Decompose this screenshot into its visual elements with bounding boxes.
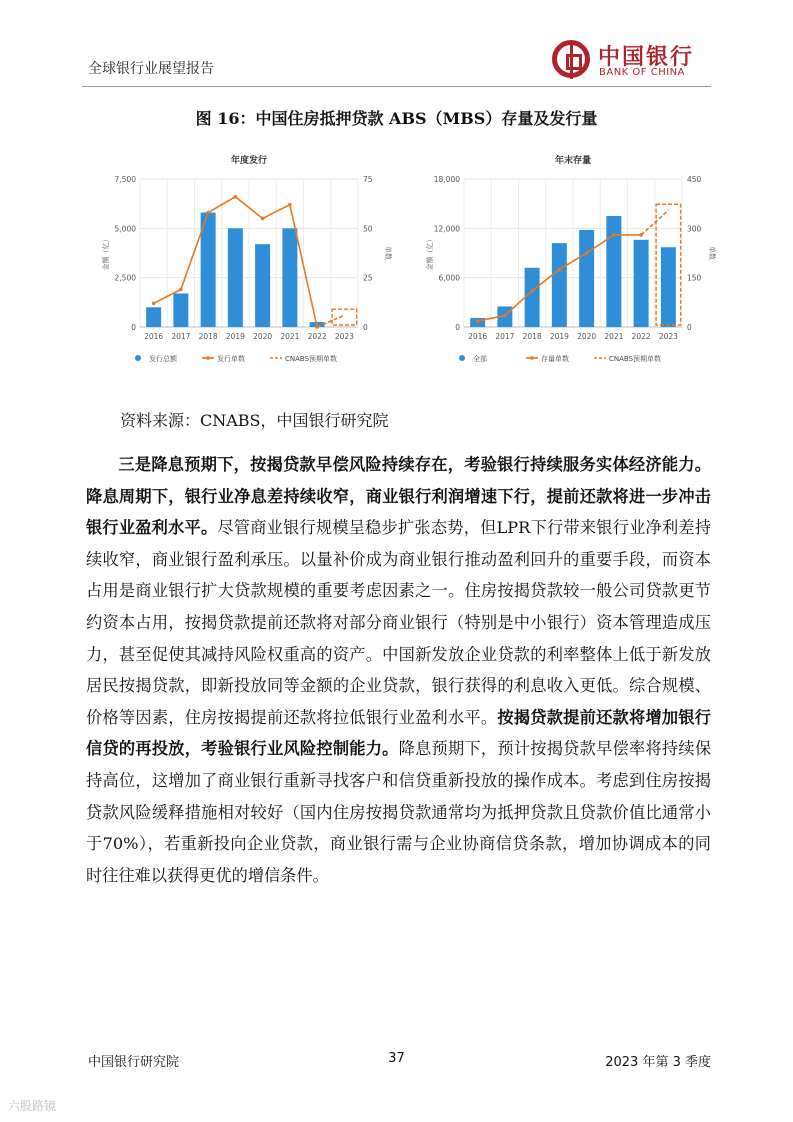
chart-annual-issuance [96,145,396,379]
text-run-bold: 三是降息预期下，按揭贷款早偿风险持续存在，考验银行持续服务实体经济能力。降息周期下，银行业净息差持续收窄，商业银行利润增速下行，提前还款将进一步冲击银行业盈利水平。 [86,455,711,538]
y-tick-label: 2,500 [114,273,136,283]
legend-label: 发行单数 [217,355,245,363]
y2-tick-label: 50 [363,224,373,234]
x-tick-label: 2020 [577,332,597,341]
y2-tick-label: 75 [363,175,373,184]
line-point [234,195,238,199]
bar [173,293,188,327]
line-point [476,319,480,323]
y-tick-label: 5,000 [114,224,136,234]
figure-title: 图 16：中国住房抵押贷款 ABS（MBS）存量及发行量 [195,109,598,128]
y-axis-label: 金额（亿） [102,235,110,271]
x-tick-label: 2022 [631,332,651,341]
x-tick-label: 2019 [225,332,245,341]
legend-label: CNABS预期单数 [609,355,662,363]
legend-line-marker [206,356,210,360]
figure-source: 资料来源：CNABS，中国银行研究院 [120,411,389,430]
text-run: 尽管商业银行规模呈稳步扩张态势，但LPR下行带来银行业净利差持续收窄，商业银行盈利承压。以量补价成为商业银行推动盈利回升的重要手段，而资本占用是商业银行扩大贷款规模的重要考虑因素之一。住房按揭贷款较一般公司贷款更节约资本占用，按揭贷款提前还款将对部分商业银行（特别是中小银行）资本管理造成压力，甚至促使其减持风险权重高的资产。中国新发放企业贷款的利率整体上低于新发放居民按揭贷款，即新投放同等金额的企业贷款，银行获得的利息收入更低。综合规模、价格等因素，住房按揭提前还款将拉低银行业盈利水平。 [86,518,712,727]
chart-title: 年末存量 [554,156,592,166]
x-tick-label: 2023 [658,332,678,341]
footer-institute: 中国银行研究院 [88,1055,180,1070]
line-point [612,233,616,237]
y2-tick-label: 300 [687,224,702,234]
chart-annual-issuance-svg [96,145,396,375]
paragraph-text [86,449,711,891]
legend-label: 全部 [473,355,487,363]
line-point [585,251,589,255]
x-tick-label: 2022 [307,332,327,341]
footer-date: 2023 年第 3 季度 [605,1055,711,1070]
y2-axis-label: 单数 [708,246,716,260]
x-tick-label: 2016 [468,332,488,341]
bank-of-china-logo-icon [552,40,590,78]
y-tick-label: 0 [131,323,136,332]
body-paragraph [86,449,711,891]
y-tick-label: 6,000 [438,273,460,283]
bar [525,268,540,327]
line-point [558,268,562,272]
bar [255,244,270,327]
logo-english-name: BANK OF CHINA [599,67,685,78]
header-divider [82,86,711,87]
y-tick-label: 7,500 [114,175,136,184]
x-tick-label: 2019 [549,332,569,341]
bar [552,243,567,327]
line-point [179,288,183,292]
line-point [530,289,534,293]
y-axis-label: 金额（亿） [426,235,434,271]
text-run: 降息预期下，预计按揭贷款早偿率将持续保持高位，这增加了商业银行重新寻找客户和信贷重新投放的操作成本。考虑到住房按揭贷款风险缓释措施相对较好（国内住房按揭贷款通常均为抵押贷款且贷款价值比通常小于70%），若重新投向企业贷款，商业银行需与企业协商信贷条款，增加协调成本的同时往往难以获得更优的增信条件。 [86,739,712,885]
chart-title: 年度发行 [230,156,268,166]
x-tick-label: 2018 [198,332,218,341]
x-tick-label: 2017 [495,332,515,341]
line-point [503,314,507,318]
chart-year-end-stock-svg [420,145,720,375]
line-point [261,217,265,221]
legend-bar-swatch [459,355,465,361]
line-point [288,203,292,207]
y-tick-label: 18,000 [433,175,460,184]
legend-label: 存量单数 [541,355,569,363]
x-tick-label: 2021 [280,332,300,341]
x-tick-label: 2020 [253,332,273,341]
watermark-text: 六股路镜 [8,1099,57,1113]
line-point [152,302,156,306]
bar [282,228,297,327]
bank-logo [552,40,712,84]
text-run-bold: 按揭贷款提前还款将增加银行信贷的再投放，考验银行业风险控制能力。 [86,707,711,759]
legend-label: CNABS预期单数 [285,355,338,363]
bar [228,228,243,327]
page-number: 37 [388,1051,405,1066]
bar [579,230,594,327]
bar [661,247,676,327]
y2-tick-label: 0 [363,323,368,332]
x-tick-label: 2018 [522,332,542,341]
bar [634,240,649,327]
y-tick-label: 12,000 [433,224,460,234]
y2-tick-label: 0 [687,323,692,332]
header-title: 全球银行业展望报告 [88,61,214,77]
x-tick-label: 2023 [334,332,354,341]
legend-bar-swatch [135,355,141,361]
legend-label: 发行总额 [149,355,177,363]
logo-chinese-name: 中国银行 [598,45,695,70]
y2-axis-label: 单数 [384,246,392,260]
x-tick-label: 2016 [144,332,164,341]
y2-tick-label: 450 [687,175,702,184]
y-tick-label: 0 [455,323,460,332]
line-point [206,211,210,215]
forecast-box [332,309,357,325]
chart-year-end-stock [420,145,720,379]
x-tick-label: 2021 [604,332,624,341]
x-tick-label: 2017 [171,332,191,341]
legend-line-marker [530,356,534,360]
y2-tick-label: 150 [687,273,702,283]
bar [606,216,621,327]
y2-tick-label: 25 [363,273,373,283]
bar [146,307,161,327]
